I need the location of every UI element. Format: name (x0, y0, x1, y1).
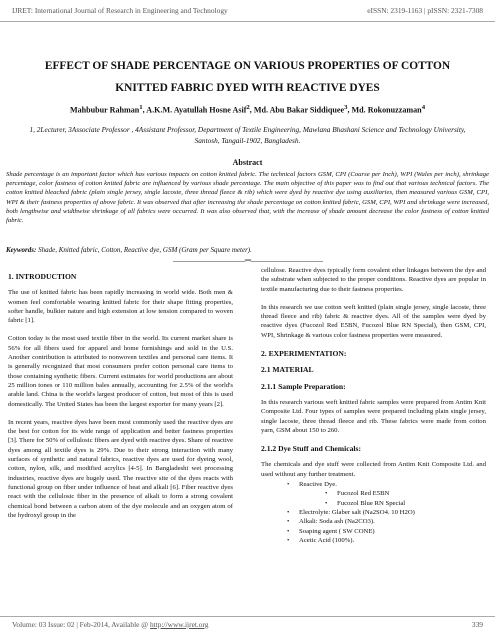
author-name: A.K.M. Ayatullah Hosne Asif (146, 105, 247, 115)
paragraph: cellulose. Reactive dyes typically form covalent ether linkages between the dye and the substrate when subjected to the proper conditions. Reactive dyes are popular in textile manufacturing due to their fastness properties. (261, 267, 486, 293)
list-item: • Alkali: Soda ash (Na2CO3). (261, 517, 486, 526)
running-footer (12, 620, 483, 629)
author-list: Mahbubur Rahman$^1$, A.K.M. Ayatullah Hosne Asif$^2$, Md. Abu Bakar Siddiquee$^3$, Md. Rokonuzzaman$^4$ (69, 104, 426, 115)
page-number: 339 (471, 620, 483, 629)
running-header (12, 6, 483, 18)
subsection-heading: 2.1.1 Sample Preparation: (261, 381, 346, 391)
chemicals-list (261, 480, 486, 545)
list-item: • Electrolyte: Glaber salt (Na2SO4. 10 H2O) (261, 508, 486, 517)
paragraph: In recent years, reactive dyes have been most commonly used the reactive dyes are the best for cotton for its wide range of application and better fastness properties [3]. There for 50% of cellulosic fibers are dyed with reactive dyes. Share of reactive dyes among all textile dyes is 29%. Due to their strong interaction with many surfaces of synthetic and natural fabrics, reactive dyes are used for dyeing wool, cotton, nylon, silk, and modified acrylics [4-5]. In Bangladeshi wet processing industries, reactive dyes are hugely used. The reactive site of the dyes reacts with functional group on fiber under influence of heat and alkali [6]. Fiber reactive dyes react with the cellulosic fiber in the presence of alkali to form a strong covalent chemical bond between a carbon atom of the dye molecule and an oxygen atom of the hydroxyl group in the (8, 418, 233, 519)
footer-volume: Volume: 03 Issue: 02 | Feb-2014, Available @ http://www.ijret.org (12, 620, 209, 629)
paragraph: In this research various weft knitted fabric samples were prepared from Antim Knit Composite Ltd. Four types of samples were prepared including plain single jersey, single lacoste, three thread fleece and rib. These fabrics were made from cotton yarn, GSM about 150 to 260. (261, 398, 486, 434)
list-item: • Fucozol Blue RN Special (261, 499, 486, 508)
paragraph: The use of knitted fabric has been rapidly increasing in world wide. Both men & women feel comfortable wearing knitted fabric for their shape fitting properties, softer handle, bulkier nature and high extension at low tension compared to woven fabric [1]. (8, 289, 233, 325)
author-name: Md. Rokonuzzaman (351, 105, 422, 115)
issn: eISSN: 2319-1163 | pISSN: 2321-7308 (367, 6, 483, 15)
paragraph: Cotton today is the most used textile fiber in the world. Its current market share is 56% for all fibers used for apparel and home furnishings and sold in the U.S. Another contribution is attributed to nonwoven textiles and personal care items. It is generally recognized that most consumers prefer cotton personal care items to those containing synthetic fibers. Current estimates for world productions are about 25 million tones or 110 million bales annually, accounting for 2.5% of the world's arable land. China is the world's largest producer of cotton, but most of this is used domestically. The United States has been the largest exporter for many years [2]. (8, 335, 233, 408)
keywords (6, 246, 489, 254)
left-column (8, 266, 233, 529)
journal-link[interactable]: http://www.ijret.org (149, 620, 209, 629)
journal-name: IJRET: International Journal of Research in Engineering and Technology (12, 6, 228, 15)
paper-title: EFFECT OF SHADE PERCENTAGE ON VARIOUS PROPERTIES OF COTTON KNITTED FABRIC DYED WITH REACTIVE DYES (44, 60, 451, 94)
list-item: • Fucozol Red E5BN (261, 489, 486, 498)
paragraph: The chemicals and dye stuff were collected from Antim Knit Composite Ltd. and used without any further treatment. (261, 461, 486, 478)
abstract-heading: Abstract (232, 158, 263, 167)
footer-rule (0, 616, 495, 617)
header-rule (0, 21, 495, 22)
affiliation: 1, 2Lecturer, 3Associate Professor , 4Assistant Professor, Department of Textile Engineering, Mawlana Bhashani Science and Technology University, Santosh, Tangail-1902, Bangladesh. (29, 125, 466, 145)
section-heading: 2. EXPERIMENTATION: (261, 349, 347, 359)
list-item: • Acetic Acid (100%). (261, 536, 486, 545)
abstract-text: Shade percentage is an important factor which has various impacts on cotton knitted fabric. The technical factors GSM, CPI (Course per Inch), WPI (Wales per inch), shrinkage percentage, color fastness of cotton knitted fabric are influenced by various shade percentage. The main objective of this paper was to find out that various technical factors. The cotton knitted bleached fabric (plain single jersey, single lacoste, three thread fleece & rib) which were dyed by reactive dye using auxiliaries, then measured various GSM, CPI, WPI & their fastness properties of above fabric. It was observed that after increasing the shade percentage on cotton knitted fabric, GSM, CPI, WPI and shrinkage were increased, both lengthwise and widthwise shrinkage of all fabrics were occurred. It was also observed that, with the increase of shade amount decrease the color fastness of cotton knitted fabric. (6, 171, 489, 225)
author-name: Md. Abu Bakar Siddiquee (253, 105, 345, 115)
section-separator: ------------------------------------------------------------------------***------------------------------------------------------------------------ (172, 259, 323, 265)
keywords-label: Keywords: (6, 246, 37, 254)
section-heading: 1. INTRODUCTION (8, 272, 77, 281)
author-name: Mahbubur Rahman (69, 105, 140, 115)
subsection-heading: 2.1.2 Dye Stuff and Chemicals: (261, 444, 361, 454)
subsection-heading: 2.1 MATERIAL (261, 365, 314, 375)
list-item: • Soaping agent ( SW CONE) (261, 527, 486, 536)
paragraph: In this research we use cotton weft knitted (plain single jersey, single lacoste, three thread fleece and rib) fabric & reactive dyes. All of the samples were dyed by reactive dyes (Fucozol Red E5BN, Fucozol Blue RN Special), then GSM, CPI, WPI, Shrinkage & various color fastness properties were measured. (261, 303, 486, 339)
keywords-text: Shade, Knitted fabric, Cotton, Reactive dye, GSM (Gram per Square meter). (38, 246, 252, 254)
right-column (261, 266, 486, 545)
list-item: • Reactive Dye. (261, 480, 486, 489)
